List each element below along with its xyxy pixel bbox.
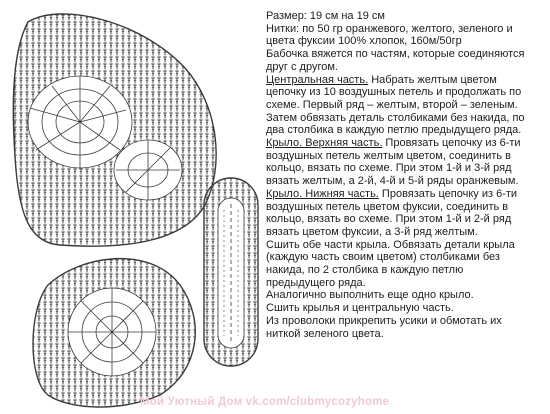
lower-wing-heading: Крыло. Нижняя часть.	[266, 187, 379, 200]
butterfly-crochet-diagram	[0, 0, 265, 414]
upper-wing-line-4: вязать желтым, а 2-й, 4-й и 5-й ряды оранжевым.	[266, 175, 519, 188]
upper-wing-line-3: кольцо, вязать по схеме. При этом 1-й и 3-й ряд	[266, 162, 512, 175]
lower-wing-text: Провязать цепочку из 6-ти	[378, 187, 518, 200]
finish-line-4: ниткой зеленого цвета.	[266, 327, 384, 340]
join-line-2: (каждую часть своим цветом) столбиками без	[266, 251, 500, 264]
lower-wing-line-1	[266, 188, 546, 201]
central-part-text: Набрать желтым цветом	[368, 73, 497, 86]
central-part-line-1	[266, 74, 546, 87]
finish-line-3: Из проволоки прикрепить усики и обмотать их	[266, 314, 502, 327]
join-line-1: Сшить обе части крыла. Обвязать детали крыла	[266, 238, 515, 251]
central-part-heading: Центральная часть.	[266, 73, 369, 86]
upper-wing-heading: Крыло. Верхняя часть.	[266, 137, 383, 150]
size-line: Размер: 19 см на 19 см	[266, 10, 385, 22]
instructions-text	[266, 10, 546, 340]
watermark: Мой Уютный Дом vk.com/clubmycozyhome	[140, 396, 390, 408]
central-part-line-2: цепочку из 10 воздушных петель и продолжать по	[266, 86, 522, 99]
method-line-2: друг с другом.	[266, 60, 338, 73]
upper-wing-line-1	[266, 137, 546, 150]
join-line-3: накида, по 2 столбика в каждую петлю	[266, 264, 464, 277]
lower-wing-chart	[33, 259, 195, 407]
finish-line-1: Аналогично выполнить еще одно крыло.	[266, 289, 474, 302]
upper-wing-line-2: воздушных петель желтым цветом, соединить в	[266, 149, 512, 162]
central-part-line-5: два столбика в каждую петлю предыдущего ряда.	[266, 124, 522, 137]
yarn-line-1: Нитки: по 50 гр оранжевого, желтого, зеленого и	[266, 22, 513, 35]
finish-line-2: Сшить крылья и центральную часть.	[266, 302, 454, 315]
method-line-1: Бабочка вяжется по частям, которые соединяются	[266, 48, 525, 61]
upper-wing-text: Провязать цепочку из 6-ти	[382, 137, 521, 150]
lower-wing-line-4: вязать цветом фуксии, а 3-й ряд желтым.	[266, 225, 478, 238]
lower-wing-line-3: кольцо, вязать во схеме. При этом 1-й и 2-й ряд	[266, 213, 512, 226]
lower-wing-line-2: воздушных петель цветом фуксии, соединить в	[266, 200, 509, 213]
join-line-4: предыдущего ряда.	[266, 276, 366, 289]
central-part-line-3: схеме. Первый ряд – желтым, второй – зеленым.	[266, 98, 518, 111]
upper-wing-chart	[13, 14, 216, 246]
body-chart	[204, 178, 258, 366]
yarn-line-2: цвета фуксии 100% хлопок, 160м/50гр	[266, 35, 462, 48]
central-part-line-4: Затем обвязать деталь столбиками без накида, по	[266, 111, 525, 124]
